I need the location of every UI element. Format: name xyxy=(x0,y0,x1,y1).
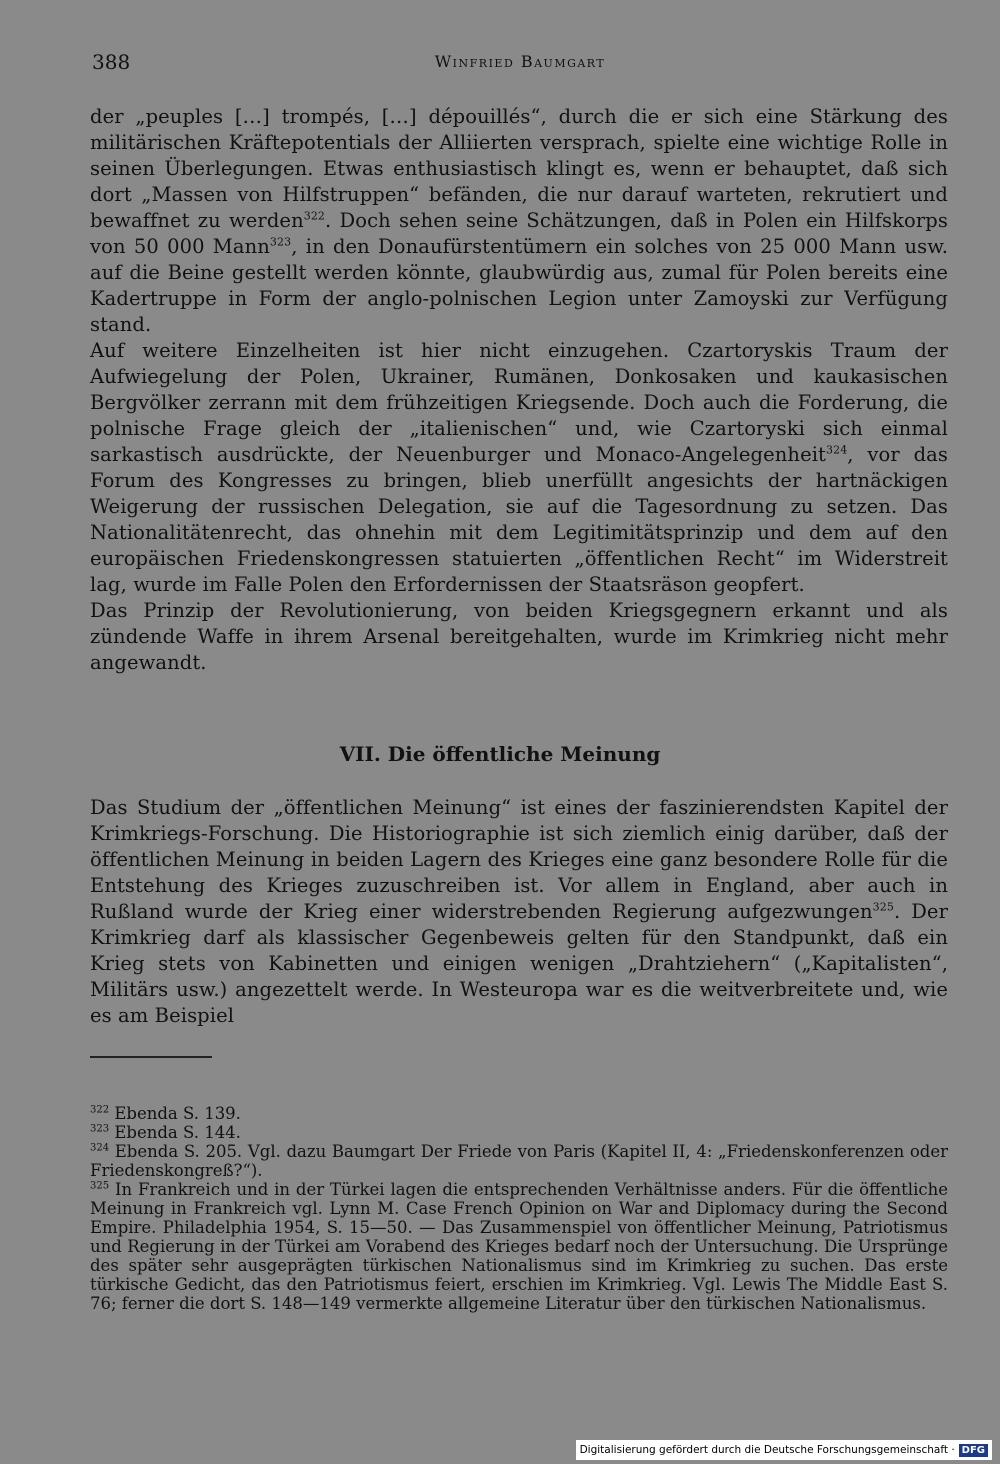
paragraph-1-text-c: , in den Donaufürstentümern ein solches von 25 000 Mann usw. auf die Beine gestellt werden könnte, glaubwürdig aus, zumal für Polen bereits eine Kadertruppe in Form der anglo-polnischen Legion unter Zamoyski zur Verfügung stand. xyxy=(90,235,948,336)
paragraph-3: Das Prinzip der Revolutionierung, von beiden Kriegsgegnern erkannt und als zündende Waffe in ihrem Arsenal bereitgehalten, wurde im Krimkrieg nicht mehr angewandt. xyxy=(90,599,948,674)
footnote-ref-325: 325 xyxy=(872,900,894,914)
paragraph-2-text-a: Auf weitere Einzelheiten ist hier nicht einzugehen. Czartoryskis Traum der Aufwiegelung der Polen, Ukrainer, Rumänen, Donkosaken und kaukasischen Bergvölker zerrann mit dem frühzeitigen Kriegsende. Doch auch die Forderung, die polnische Frage gleich der „italienischen“ und, wie Czartoryski sich einmal sarkastisch ausdrückte, der Neuenburger und Monaco-Angelegenheit xyxy=(90,339,948,466)
footnote-325 xyxy=(90,1180,948,1313)
footnotes xyxy=(90,1104,948,1313)
footnote-mark: 322 xyxy=(90,1104,110,1116)
section-paragraph-text-a: Das Studium der „öffentlichen Meinung“ ist eines der faszinierendsten Kapitel der Krimkriegs-Forschung. Die Historiographie ist sich ziemlich einig darüber, daß der öffentlichen Meinung in beiden Lagern des Krieges eine ganz besondere Rolle für die Entstehung des Krieges zuzuschreiben ist. Vor allem in England, aber auch in Rußland wurde der Krieg einer widerstrebenden Regierung aufgezwungen xyxy=(90,796,948,923)
footnote-322 xyxy=(90,1104,948,1123)
footnote-323 xyxy=(90,1123,948,1142)
page-header xyxy=(92,50,948,80)
funding-banner xyxy=(576,1440,992,1460)
footnote-text: In Frankreich und in der Türkei lagen die entsprechenden Verhältnisse anders. Für die öffentliche Meinung in Frankreich vgl. Lynn M. Case French Opinion on War and Diplomacy during the Second Empire. Philadelphia 1954, S. 15—50. — Das Zusammenspiel von öffentlicher Meinung, Patriotismus und Regierung in der Türkei am Vorabend des Krieges bedarf noch der Untersuchung. Die Ursprünge des später sehr ausgeprägten türkischen Nationalismus sind im Krimkrieg zu suchen. Das erste türkische Gedicht, das den Patriotismus feiert, erschien im Krimkrieg. Vgl. Lewis The Middle East S. 76; ferner die dort S. 148—149 vermerkte allgemeine Literatur über den türkischen Nationalismus. xyxy=(90,1180,948,1313)
paragraph-2-text-b: , vor das Forum des Kongresses zu bringen, blieb unerfüllt angesichts der hartnäckigen Weigerung der russischen Delegation, sie auf die Tagesordnung zu setzen. Das Nationalitätenrecht, das ohnehin mit dem Legitimitätsprinzip und dem auf den europäischen Friedenskongressen statuierten „öffentlichen Recht“ im Widerstreit lag, wurde im Falle Polen den Erfordernissen der Staatsräson geopfert. xyxy=(90,443,948,596)
running-head: Winfried Baumgart xyxy=(434,52,606,71)
section-text xyxy=(90,795,948,1029)
footnote-divider xyxy=(90,1056,212,1058)
funding-banner-text: Digitalisierung gefördert durch die Deutsche Forschungsgemeinschaft · xyxy=(579,1444,955,1456)
paragraph-2 xyxy=(90,338,948,598)
paragraph-1 xyxy=(90,104,948,338)
footnote-ref-323: 323 xyxy=(269,235,292,249)
footnote-ref-322: 322 xyxy=(303,209,326,223)
page-number: 388 xyxy=(92,50,131,74)
section-paragraph-text-b: . Der Krimkrieg darf als klassischer Gegenbeweis gelten für den Standpunkt, daß ein Krieg stets von Kabinetten und einigen wenigen „Drahtziehern“ („Kapitalisten“, Militärs usw.) angezettelt werde. In Westeuropa war es die weitverbreitete und, wie es am Beispiel xyxy=(90,900,948,1027)
footnote-ref-324: 324 xyxy=(826,443,848,457)
footnote-text: Ebenda S. 144. xyxy=(114,1123,241,1142)
footnote-mark: 324 xyxy=(90,1142,110,1154)
section-heading: VII. Die öffentliche Meinung xyxy=(339,742,661,766)
section-paragraph xyxy=(90,795,948,1029)
footnote-text: Ebenda S. 205. Vgl. dazu Baumgart Der Friede von Paris (Kapitel II, 4: „Friedenskonferenzen oder Friedenskongreß?“). xyxy=(90,1142,949,1180)
paragraph-1-text-b: . Doch sehen seine Schätzungen, daß in Polen ein Hilfskorps von 50 000 Mann xyxy=(90,209,948,258)
dfg-logo-icon: DFG xyxy=(959,1444,988,1457)
footnote-mark: 325 xyxy=(90,1180,110,1192)
footnote-text: Ebenda S. 139. xyxy=(114,1104,241,1123)
footnote-324 xyxy=(90,1142,948,1180)
body-text xyxy=(90,104,948,676)
footnote-mark: 323 xyxy=(90,1123,110,1135)
paragraph-1-text-a: der „peuples […] trompés, […] dépouillés“, durch die er sich eine Stärkung des militärischen Kräftepotentials der Alliierten versprach, spielte eine wichtige Rolle in seinen Überlegungen. Etwas enthusiastisch klingt es, wenn er behauptet, daß sich dort „Massen von Hilfstruppen“ befänden, die nur darauf warteten, rekrutiert und bewaffnet zu werden xyxy=(90,105,948,232)
